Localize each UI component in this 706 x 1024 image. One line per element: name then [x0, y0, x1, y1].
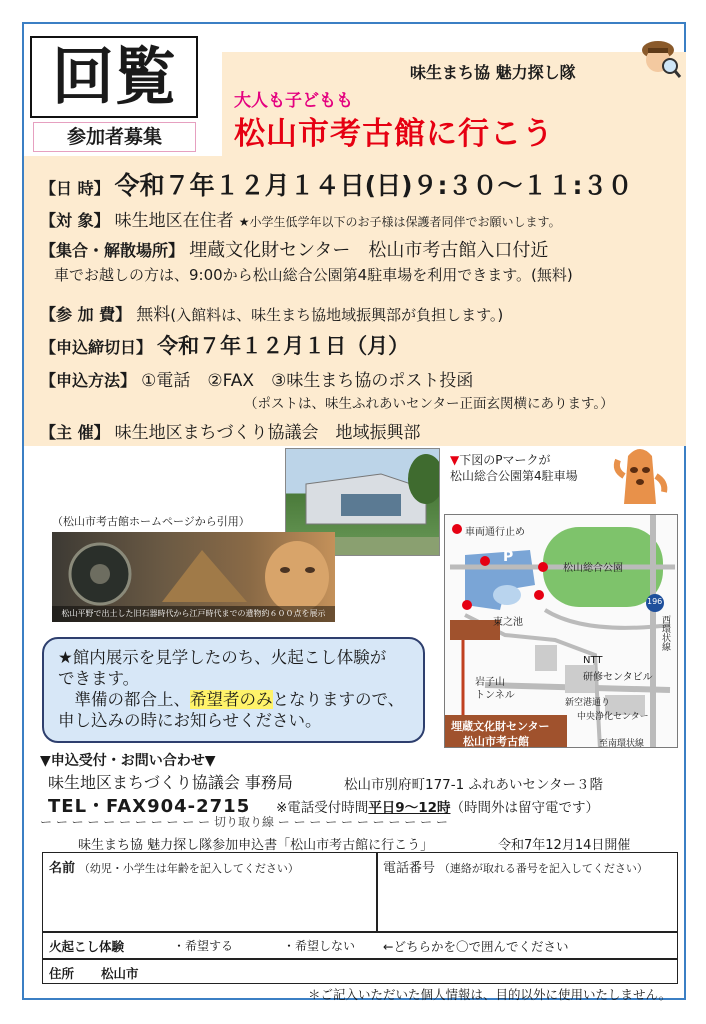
meet-row — [40, 236, 548, 262]
photo-caption: （松山市考古館ホームページから引用） — [52, 515, 250, 528]
date-value: 令和７年１２月１４日(日)９:３０～１１:３０ — [114, 171, 633, 200]
center-label-2: 松山市考古館 — [463, 735, 529, 748]
phone-field[interactable]: 電話番号 （連絡が取れる番号を記入してください） — [383, 861, 648, 876]
privacy-note: ＊ご記入いただいた個人情報は、目的以外に使用いたしません。 — [308, 987, 672, 1002]
method-row — [40, 366, 473, 391]
form-title: 味生まち協 魅力探し隊参加申込書「松山市考古館に行こう」 — [78, 838, 434, 853]
host-label: 【主 催】 — [40, 423, 110, 442]
cleaning-center-label: 中央浄化センター — [577, 712, 649, 722]
car-note: 車でお越しの方は、9:00から松山総合公園第4駐車場を利用できます。(無料) — [54, 266, 573, 284]
contact-heading: ▼申込受付・お問い合わせ▼ — [40, 753, 216, 769]
method-value: ①電話 ②FAX ③味生まち協のポスト投函 — [141, 371, 474, 391]
address-label: 住所 — [49, 966, 75, 981]
new-road-label: 新空港通り — [565, 698, 611, 708]
subtitle: 大人も子どもも — [234, 91, 353, 111]
option-yes[interactable]: ・希望する — [173, 939, 234, 953]
option-no[interactable]: ・希望しない — [283, 939, 356, 953]
artifact-note: 松山平野で出土した旧石器時代から江戸時代までの遺物約６００点を展示 — [52, 606, 335, 622]
date-label: 【日 時】 — [40, 179, 110, 198]
option-instruction: ←どちらかを〇で囲んでください — [383, 939, 569, 954]
target-value: 味生地区在住者 — [114, 211, 234, 231]
fire-experience-label: 火起こし体験 — [49, 939, 125, 954]
recruit-label: 参加者募集 — [33, 122, 196, 152]
center-label-1: 埋蔵文化財センター — [451, 720, 550, 733]
west-loop-label: 西環状線 — [660, 615, 670, 651]
pond — [493, 585, 521, 605]
form-divider-2 — [43, 958, 677, 960]
haniwa-icon — [610, 446, 670, 510]
bubble-line-3: 準備の都合上、希望者のみとなりますので、 — [58, 690, 405, 709]
park-label: 松山総合公園 — [563, 563, 623, 574]
form-date: 令和7年12月14日開催 — [498, 838, 631, 853]
meet-label: 【集合・解散場所】 — [40, 241, 185, 260]
fire-experience-bubble — [42, 637, 425, 743]
fee-note: (入館料は、味生まち協地域振興部が負担します。) — [170, 306, 504, 324]
target-note: ★小学生低学年以下のお子様は保護者同伴でお願いします。 — [238, 215, 561, 229]
pond-label: 東之池 — [493, 617, 523, 628]
triangle-down-icon: ▼ — [450, 453, 460, 467]
bubble-line-4: 申し込みの時にお知らせください。 — [58, 711, 322, 730]
event-title: 松山市考古館に行こう — [234, 116, 554, 152]
tunnel-label-2: トンネル — [475, 690, 515, 701]
application-form — [42, 852, 678, 984]
kairan-title: 回覧 — [30, 36, 198, 118]
deadline-row — [40, 330, 409, 360]
contact-hours: ※電話受付時間平日9～12時（時間外は留守電です） — [276, 800, 599, 816]
ntt-label: NTT — [583, 655, 603, 666]
deadline-label: 【申込締切日】 — [40, 338, 153, 357]
south-loop-label: 至南環状線 — [599, 739, 645, 748]
meet-value: 埋蔵文化財センター 松山市考古館入口付近 — [189, 240, 549, 261]
address-field[interactable]: 松山市 — [101, 966, 139, 981]
fee-value: 無料 — [136, 305, 171, 325]
map-note: ▼下図のPマークが 松山総合公園第4駐車場 — [450, 453, 578, 483]
target-label: 【対 象】 — [40, 211, 110, 230]
artifacts-photo — [52, 532, 335, 622]
contact-phone: TEL・FAX904-2715 — [48, 796, 251, 817]
fee-row — [40, 300, 503, 325]
tunnel-label-1: 岩子山 — [475, 677, 505, 688]
method-label: 【申込方法】 — [40, 371, 137, 390]
host-row — [40, 418, 421, 443]
date-row — [40, 166, 633, 202]
bubble-line-1: ★館内展示を見学したのち、火起こし体験が — [58, 648, 387, 667]
fee-label: 【参 加 費】 — [40, 305, 132, 324]
cut-line: ー ー ー ー ー ー ー ー ー ー ー 切り取り線 ー ー ー ー ー ー ー ー ー ー ー — [40, 815, 448, 829]
host-value: 味生地区まちづくり協議会 地域振興部 — [114, 423, 421, 443]
organizer-label: 味生まち協 魅力探し隊 — [410, 63, 576, 82]
form-divider-1 — [43, 931, 677, 933]
contact-address: 松山市別府町177-1 ふれあいセンター３階 — [344, 777, 603, 793]
ntt-label-2: 研修センタビル — [583, 672, 653, 683]
access-map — [444, 514, 678, 748]
name-field[interactable]: 名前 （幼児・小学生は年齢を記入してください） — [49, 861, 299, 876]
road-closed-label: 車両通行止め — [465, 527, 525, 538]
target-row — [40, 206, 561, 231]
bubble-line-2: できます。 — [58, 669, 140, 688]
deadline-value: 令和７年１２月１日（月） — [157, 334, 410, 358]
route-number: 196 — [647, 597, 663, 606]
contact-org: 味生地区まちづくり協議会 事務局 — [48, 773, 293, 792]
detective-icon — [636, 34, 682, 80]
method-note: （ポストは、味生ふれあいセンター正面玄関横にあります。） — [244, 396, 614, 412]
parking-label: P — [503, 549, 514, 565]
highlight-applicants-only: 希望者のみ — [190, 690, 273, 709]
form-divider-vertical — [376, 853, 378, 931]
